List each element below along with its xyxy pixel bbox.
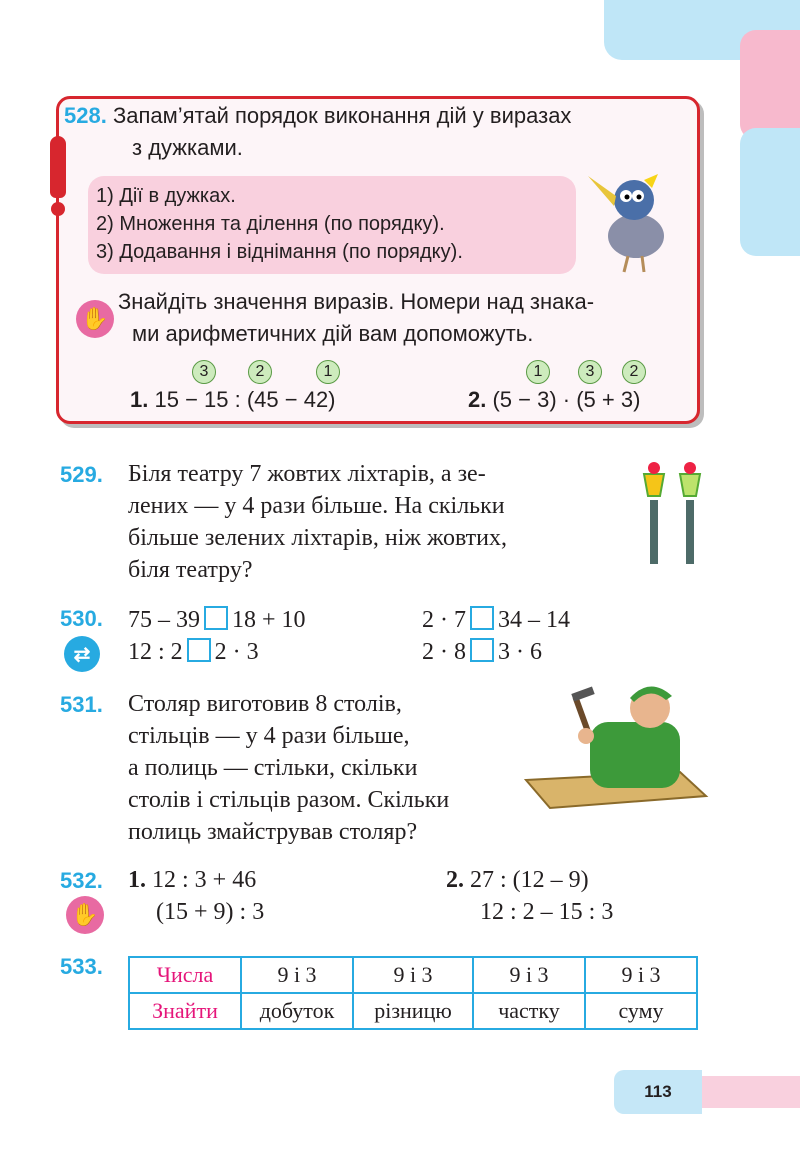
text-line: більше зелених ліхтарів, ніж жовтих,	[128, 525, 508, 551]
part-label: 2.	[446, 867, 464, 893]
table-cell: 9 і 3	[585, 957, 697, 993]
page-number: 113	[644, 1082, 672, 1101]
exercise-number: 530.	[60, 606, 103, 631]
table-cell: 9 і 3	[353, 957, 473, 993]
table-cell: частку	[473, 993, 585, 1029]
answer-box[interactable]	[204, 606, 228, 630]
page-number-tab	[614, 1070, 702, 1114]
bird-illustration	[584, 166, 684, 278]
exercise-532-col-2	[446, 864, 613, 928]
order-circle: 1	[526, 360, 550, 384]
compare-icon: ⇄	[64, 636, 100, 672]
exercise-532-col-1	[128, 864, 264, 928]
answer-box[interactable]	[470, 638, 494, 662]
text-line: полиць змайстрував столяр?	[128, 819, 418, 845]
comparison-row-2-right	[422, 636, 542, 668]
table-cell: 9 і 3	[473, 957, 585, 993]
task-line-2: ми арифметичних дій вам допоможуть.	[132, 321, 534, 346]
table-cell: Знайти	[129, 993, 241, 1029]
comparison-row-2	[128, 636, 259, 668]
task-line-1: Знайдіть значення виразів. Номери над знака-	[118, 289, 595, 314]
exclamation-dot	[51, 202, 65, 216]
exercise-529-text	[128, 458, 507, 586]
side-tab-blue	[740, 128, 800, 256]
expr: 12 : 2 – 15 : 3	[480, 899, 614, 925]
expression-text: (5 − 3) · (5 + 3)	[492, 387, 641, 412]
rule-3: 3) Додавання і віднімання (по порядку).	[96, 241, 463, 263]
text-line: лених — у 4 рази більше. На скільки	[128, 493, 505, 519]
order-circle: 2	[622, 360, 646, 384]
handshake-icon: ✋	[76, 300, 114, 338]
text-line: столів і стільців разом. Скільки	[128, 787, 450, 813]
page-number-band	[700, 1076, 800, 1108]
expression-text: 15 − 15 : (45 − 42)	[154, 387, 336, 412]
expression-label: 1.	[130, 387, 149, 412]
side-tab-pink	[740, 30, 800, 140]
expr: 34 – 14	[498, 607, 570, 633]
expr: 18 + 10	[232, 607, 306, 633]
handshake-icon: ✋	[66, 896, 104, 934]
expr: 12 : 2	[128, 639, 183, 665]
text-line: Столяр виготовив 8 столів,	[128, 691, 402, 717]
part-label: 1.	[128, 867, 146, 893]
table-row	[129, 957, 697, 993]
exercise-533-table	[128, 956, 698, 1030]
expr: 2 · 8	[422, 639, 466, 665]
expr: 2 · 3	[214, 639, 259, 665]
table-cell: суму	[585, 993, 697, 1029]
rules-box	[88, 176, 576, 274]
carpenter-illustration	[520, 668, 710, 816]
answer-box[interactable]	[187, 638, 211, 662]
table-cell: 9 і 3	[241, 957, 353, 993]
intro-line-1: Запам’ятай порядок виконання дій у виразах	[112, 103, 572, 128]
rule-1: 1) Дії в дужках.	[96, 185, 236, 207]
order-circle: 3	[192, 360, 216, 384]
expression-1	[130, 387, 336, 413]
exercise-531-text	[128, 688, 516, 848]
exercise-number: 533.	[60, 954, 103, 979]
rule-2: 2) Множення та ділення (по порядку).	[96, 213, 445, 235]
expr: 75 – 39	[128, 607, 200, 633]
exercise-number: 531.	[60, 692, 103, 717]
text-line: а полиць — стільки, скільки	[128, 755, 418, 781]
table-cell: добуток	[241, 993, 353, 1029]
order-circle: 2	[248, 360, 272, 384]
text-line: Біля театру 7 жовтих ліхтарів, а зе-	[128, 461, 486, 487]
exercise-number: 532.	[60, 868, 103, 893]
table-cell: різницю	[353, 993, 473, 1029]
comparison-row-1	[128, 604, 306, 636]
table-cell: Числа	[129, 957, 241, 993]
text-line: стільців — у 4 рази більше,	[128, 723, 410, 749]
exercise-number: 529.	[60, 462, 103, 487]
text-line: біля театру?	[128, 557, 253, 583]
order-circle: 3	[578, 360, 602, 384]
expr: 27 : (12 – 9)	[470, 867, 589, 893]
order-circle: 1	[316, 360, 340, 384]
expr: (15 + 9) : 3	[156, 899, 265, 925]
exclamation-icon	[50, 136, 66, 198]
table-row	[129, 993, 697, 1029]
expr: 2 · 7	[422, 607, 466, 633]
exercise-528-text	[64, 100, 571, 131]
expression-2	[468, 387, 640, 413]
expression-label: 2.	[468, 387, 487, 412]
expr: 12 : 3 + 46	[152, 867, 257, 893]
answer-box[interactable]	[470, 606, 494, 630]
expr: 3 · 6	[498, 639, 542, 665]
exercise-number: 528.	[64, 103, 107, 128]
comparison-row-1-right	[422, 604, 570, 636]
intro-line-2: з дужками.	[132, 135, 243, 160]
lanterns-illustration	[636, 456, 712, 568]
